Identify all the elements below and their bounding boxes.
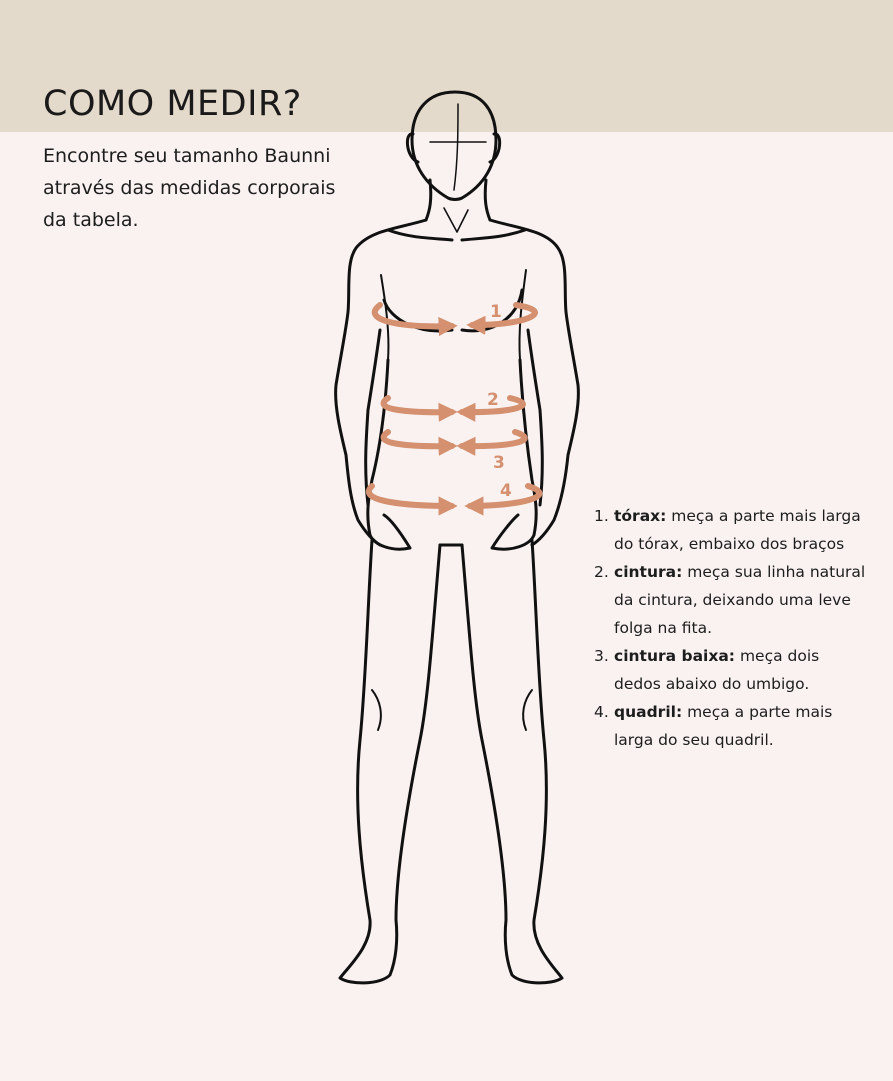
- step-number: 2.: [594, 563, 609, 581]
- step-term: cintura:: [614, 563, 683, 581]
- step-waist: [594, 558, 869, 642]
- measure-label-1: 1: [490, 302, 502, 322]
- step-description: meça a parte mais larga do seu quadril.: [614, 703, 833, 749]
- step-number: 1.: [594, 507, 609, 525]
- step-term: tórax:: [614, 507, 667, 525]
- low-waist-arrow-left: [384, 432, 452, 446]
- step-chest: [594, 502, 869, 558]
- page-subtitle: Encontre seu tamanho Baunni através das medidas corporais da tabela.: [43, 145, 336, 231]
- page-title: COMO MEDIR?: [43, 84, 302, 124]
- measure-label-3: 3: [493, 453, 505, 473]
- measure-label-4: 4: [500, 481, 512, 501]
- step-hip: [594, 698, 869, 754]
- step-low-waist: [594, 642, 869, 698]
- hip-arrow-left: [369, 486, 452, 506]
- low-waist-arrow-right: [462, 432, 525, 446]
- step-term: cintura baixa:: [614, 647, 736, 665]
- chest-arrow-right: [472, 305, 535, 325]
- head-shape: [412, 92, 496, 200]
- step-description: meça dois dedos abaixo do umbigo.: [614, 647, 820, 693]
- waist-arrow-left: [384, 398, 452, 412]
- body-outline: [336, 92, 579, 983]
- step-number: 4.: [594, 703, 609, 721]
- measure-label-2: 2: [487, 390, 499, 410]
- measurement-steps: [594, 502, 869, 754]
- step-description: meça a parte mais larga do tórax, embaixo dos braços: [614, 507, 861, 553]
- step-term: quadril:: [614, 703, 683, 721]
- step-description: meça sua linha natural da cintura, deixando uma leve folga na fita.: [614, 563, 866, 637]
- step-number: 3.: [594, 647, 609, 665]
- measurement-arrows: [369, 305, 540, 506]
